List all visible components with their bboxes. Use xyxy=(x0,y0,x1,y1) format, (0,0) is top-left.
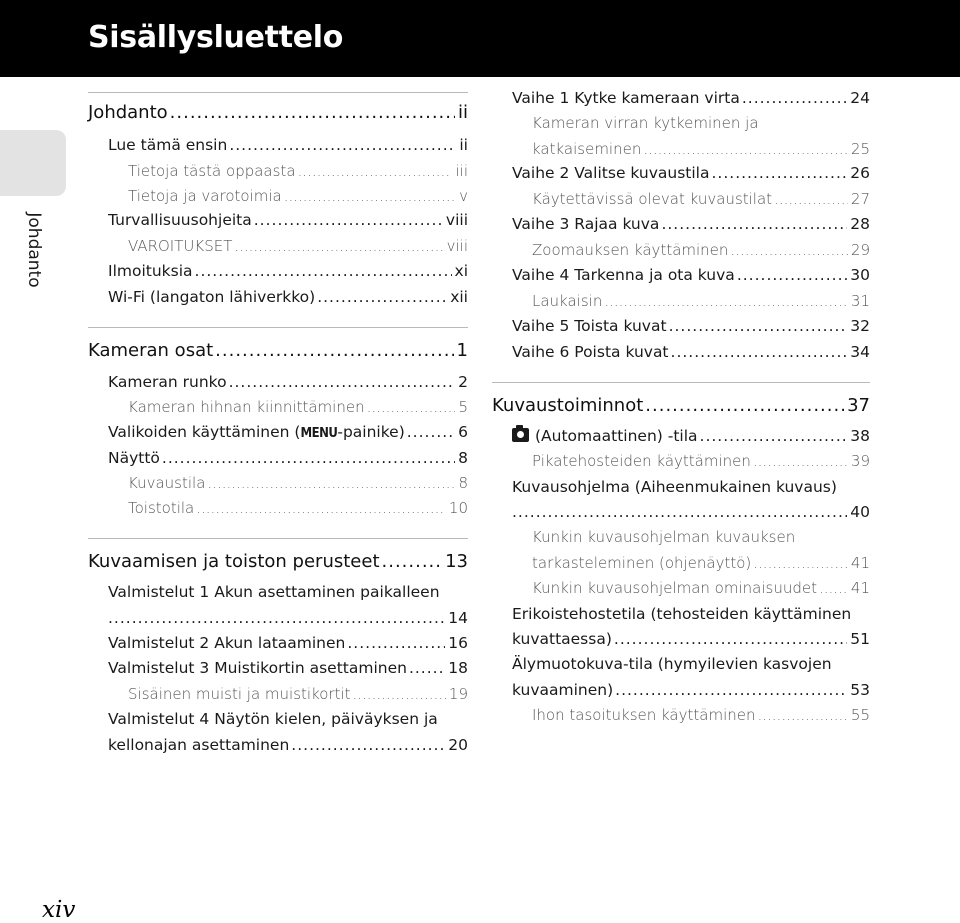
toc-entry-label: Ihon tasoituksen käyttäminen xyxy=(532,706,756,724)
toc-entry[interactable] xyxy=(512,215,870,233)
toc-entry-label: Lue tämä ensin xyxy=(108,136,228,154)
dot-leader xyxy=(353,685,446,703)
toc-entry-page: 34 xyxy=(850,343,870,361)
toc-entry-page: xi xyxy=(454,262,468,280)
toc-entry-page: 6 xyxy=(458,423,468,441)
toc-entry-page: 24 xyxy=(850,89,870,107)
toc-entry[interactable] xyxy=(512,503,870,521)
toc-entry[interactable] xyxy=(512,266,870,284)
dot-leader xyxy=(604,292,848,310)
toc-subentry[interactable] xyxy=(532,241,870,259)
toc-subentry[interactable] xyxy=(128,499,468,517)
toc-entry[interactable] xyxy=(108,211,468,229)
toc-entry-page: iii xyxy=(455,162,468,180)
dot-leader xyxy=(700,427,848,445)
toc-entry-label: Näyttö xyxy=(108,449,160,467)
label-part: -painike) xyxy=(337,423,405,441)
toc-entry-page: viii xyxy=(446,237,468,255)
dot-leader xyxy=(170,102,455,123)
toc-subentry[interactable] xyxy=(128,474,468,492)
toc-entry-page: 31 xyxy=(850,292,870,310)
dot-leader xyxy=(298,162,453,180)
dot-leader xyxy=(162,449,455,467)
dot-leader xyxy=(753,452,848,470)
toc-entry[interactable] xyxy=(512,317,870,335)
toc-entry-first-line[interactable]: Valmistelut 1 Akun asettaminen paikalleen xyxy=(108,583,440,601)
toc-page: 37 xyxy=(847,395,870,416)
camera-icon xyxy=(512,428,529,442)
toc-entry-page: ii xyxy=(459,136,468,154)
toc-entry-page: 39 xyxy=(850,452,870,470)
toc-subentry[interactable] xyxy=(128,685,468,703)
toc-entry-label xyxy=(108,423,405,441)
toc-entry-label: Vaihe 6 Poista kuvat xyxy=(512,343,669,361)
dot-leader xyxy=(645,395,844,416)
toc-entry[interactable] xyxy=(108,634,468,652)
toc-entry[interactable] xyxy=(108,609,468,627)
toc-entry-page: 41 xyxy=(850,554,870,572)
toc-title: Johdanto xyxy=(88,102,168,123)
toc-entry[interactable] xyxy=(512,681,870,699)
dot-leader xyxy=(229,373,456,391)
toc-entry-page: 53 xyxy=(850,681,870,699)
toc-entry-page: 16 xyxy=(448,634,468,652)
toc-entry-first-line[interactable]: Valmistelut 4 Näytön kielen, päiväyksen ja xyxy=(108,710,438,728)
toc-entry-label: Kameran runko xyxy=(108,373,227,391)
dot-leader xyxy=(661,215,847,233)
toc-title: Kuvaustoiminnot xyxy=(492,395,644,416)
dot-leader xyxy=(669,317,848,335)
section-divider xyxy=(88,327,468,328)
toc-entry-page: 32 xyxy=(850,317,870,335)
toc-entry-page: 10 xyxy=(448,499,468,517)
dot-leader xyxy=(409,659,445,677)
toc-entry-label: katkaiseminen xyxy=(532,140,642,158)
toc-entry[interactable] xyxy=(108,423,468,441)
toc-entry-label: Kuvaustila xyxy=(128,474,206,492)
toc-entry-label: Pikatehosteiden käyttäminen xyxy=(532,452,751,470)
side-tab-label: Johdanto xyxy=(24,212,44,288)
dot-leader xyxy=(234,237,443,255)
dot-leader xyxy=(195,262,452,280)
toc-entry-page: 14 xyxy=(448,609,468,627)
label-part: (Automaattinen) -tila xyxy=(535,427,698,445)
toc-entry[interactable] xyxy=(108,262,468,280)
toc-entry-label: Vaihe 4 Tarkenna ja ota kuva xyxy=(512,266,735,284)
dot-leader xyxy=(196,499,446,517)
toc-subentry[interactable] xyxy=(128,398,468,416)
dot-leader xyxy=(382,551,443,572)
toc-page: 1 xyxy=(456,340,468,361)
dot-leader xyxy=(712,164,848,182)
toc-subentry[interactable] xyxy=(532,140,870,158)
dot-leader xyxy=(615,681,847,699)
dot-leader xyxy=(753,554,848,572)
toc-section-kuvaustoiminnot[interactable] xyxy=(492,395,870,416)
dot-leader xyxy=(757,706,847,724)
toc-subentry[interactable] xyxy=(532,706,870,724)
toc-entry-page: 20 xyxy=(448,736,468,754)
toc-entry[interactable] xyxy=(108,449,468,467)
toc-entry[interactable] xyxy=(512,630,870,648)
toc-entry-page: 29 xyxy=(850,241,870,259)
dot-leader xyxy=(229,136,456,154)
dot-leader xyxy=(317,288,447,306)
dot-leader xyxy=(347,634,445,652)
toc-entry-label: Wi-Fi (langaton lähiverkko) xyxy=(108,288,316,306)
toc-entry-label: Vaihe 3 Rajaa kuva xyxy=(512,215,660,233)
toc-entry-label: Turvallisuusohjeita xyxy=(108,211,252,229)
toc-entry-label: Zoomauksen käyttäminen xyxy=(532,241,729,259)
side-tab xyxy=(0,130,66,196)
toc-entry-first-line[interactable]: Kuvausohjelma (Aiheenmukainen kuvaus) xyxy=(512,478,837,496)
dot-leader xyxy=(367,398,456,416)
toc-entry-page: 5 xyxy=(458,398,468,416)
toc-entry[interactable] xyxy=(108,373,468,391)
toc-entry-label: Ilmoituksia xyxy=(108,262,193,280)
section-divider xyxy=(88,92,468,93)
toc-entry[interactable] xyxy=(512,343,870,361)
menu-button-glyph: MENU xyxy=(300,426,338,441)
toc-entry-page: 25 xyxy=(850,140,870,158)
toc-entry[interactable] xyxy=(108,288,468,306)
toc-entry-page: 41 xyxy=(850,579,870,597)
dot-leader xyxy=(737,266,847,284)
dot-leader xyxy=(108,609,445,627)
toc-entry-page: 38 xyxy=(850,427,870,445)
toc-entry-page: 28 xyxy=(850,215,870,233)
toc-entry-label: Valmistelut 2 Akun lataaminen xyxy=(108,634,346,652)
toc-entry[interactable] xyxy=(108,659,468,677)
toc-entry-page: 51 xyxy=(850,630,870,648)
dot-leader xyxy=(819,579,848,597)
dot-leader xyxy=(254,211,443,229)
toc-entry-label: Tietoja tästä oppaasta xyxy=(128,162,296,180)
toc-entry[interactable] xyxy=(108,136,468,154)
toc-title: Kameran osat xyxy=(88,340,214,361)
toc-entry-label: Tietoja ja varotoimia xyxy=(128,187,282,205)
dot-leader xyxy=(215,340,453,361)
toc-entry-label: kuvattaessa) xyxy=(512,630,612,648)
dot-leader xyxy=(407,423,455,441)
toc-entry-page: 18 xyxy=(448,659,468,677)
toc-entry-page: 55 xyxy=(850,706,870,724)
toc-entry-label: Sisäinen muisti ja muistikortit xyxy=(128,685,351,703)
toc-entry-label: Käytettävissä olevat kuvaustilat xyxy=(532,190,773,208)
toc-entry-label: Vaihe 1 Kytke kameraan virta xyxy=(512,89,740,107)
label-part: Valikoiden käyttäminen ( xyxy=(108,423,301,441)
toc-entry-label: VAROITUKSET xyxy=(128,237,233,255)
toc-entry-label: Vaihe 5 Toista kuvat xyxy=(512,317,667,335)
toc-entry-page: 8 xyxy=(458,449,468,467)
toc-entry-page: viii xyxy=(445,211,468,229)
toc-entry-page: v xyxy=(459,187,468,205)
toc-entry-label: Toistotila xyxy=(128,499,195,517)
toc-subentry[interactable] xyxy=(532,554,870,572)
toc-entry[interactable] xyxy=(512,427,870,445)
toc-entry-page: 27 xyxy=(850,190,870,208)
page-title: Sisällysluettelo xyxy=(88,20,344,55)
toc-entry[interactable] xyxy=(108,736,468,754)
dot-leader xyxy=(207,474,455,492)
toc-entry-label xyxy=(512,427,698,445)
toc-entry-page: 30 xyxy=(850,266,870,284)
toc-entry-page: 2 xyxy=(458,373,468,391)
dot-leader xyxy=(291,736,445,754)
dot-leader xyxy=(671,343,848,361)
page-number: xiv xyxy=(42,897,76,923)
toc-subentry[interactable] xyxy=(128,237,468,255)
toc-subentry[interactable] xyxy=(532,292,870,310)
toc-entry-label: Kameran hihnan kiinnittäminen xyxy=(128,398,365,416)
toc-entry[interactable] xyxy=(512,89,870,107)
toc-entry-label: kellonajan asettaminen xyxy=(108,736,290,754)
toc-section-perusteet[interactable] xyxy=(88,551,468,572)
header-bar xyxy=(0,0,960,77)
toc-entry-first-line[interactable]: Älymuotokuva-tila (hymyilevien kasvojen xyxy=(512,655,832,673)
toc-subentry[interactable] xyxy=(532,190,870,208)
toc-subentry-first-line[interactable]: Kunkin kuvausohjelman kuvauksen xyxy=(532,528,796,546)
toc-entry-label: Kunkin kuvausohjelman ominaisuudet xyxy=(532,579,817,597)
toc-subentry[interactable] xyxy=(128,187,468,205)
toc-entry-page: 19 xyxy=(448,685,468,703)
toc-title: Kuvaamisen ja toiston perusteet xyxy=(88,551,380,572)
section-divider xyxy=(88,538,468,539)
toc-subentry[interactable] xyxy=(128,162,468,180)
dot-leader xyxy=(774,190,848,208)
toc-entry-page: xii xyxy=(450,288,468,306)
toc-entry-label: kuvaaminen) xyxy=(512,681,614,699)
toc-entry-label: Valmistelut 3 Muistikortin asettaminen xyxy=(108,659,407,677)
toc-entry-page: 40 xyxy=(850,503,870,521)
toc-subentry[interactable] xyxy=(532,452,870,470)
toc-entry-page: 8 xyxy=(458,474,468,492)
toc-entry-page: 26 xyxy=(850,164,870,182)
toc-entry[interactable] xyxy=(512,164,870,182)
toc-subentry[interactable] xyxy=(532,579,870,597)
toc-page: 13 xyxy=(445,551,468,572)
toc-entry-label: tarkasteleminen (ohjenäyttö) xyxy=(532,554,752,572)
toc-section-kameran-osat[interactable] xyxy=(88,340,468,361)
dot-leader xyxy=(643,140,848,158)
dot-leader xyxy=(284,187,456,205)
toc-entry-first-line[interactable]: Erikoistehostetila (tehosteiden käyttäminen xyxy=(512,605,852,623)
toc-subentry-first-line[interactable]: Kameran virran kytkeminen ja xyxy=(532,114,759,132)
dot-leader xyxy=(742,89,847,107)
section-divider xyxy=(492,382,870,383)
toc-section-johdanto[interactable] xyxy=(88,102,468,123)
toc-page: ii xyxy=(457,102,468,123)
dot-leader xyxy=(730,241,847,259)
dot-leader xyxy=(614,630,847,648)
dot-leader xyxy=(512,503,847,521)
toc-entry-label: Vaihe 2 Valitse kuvaustila xyxy=(512,164,710,182)
toc-entry-label: Laukaisin xyxy=(532,292,603,310)
